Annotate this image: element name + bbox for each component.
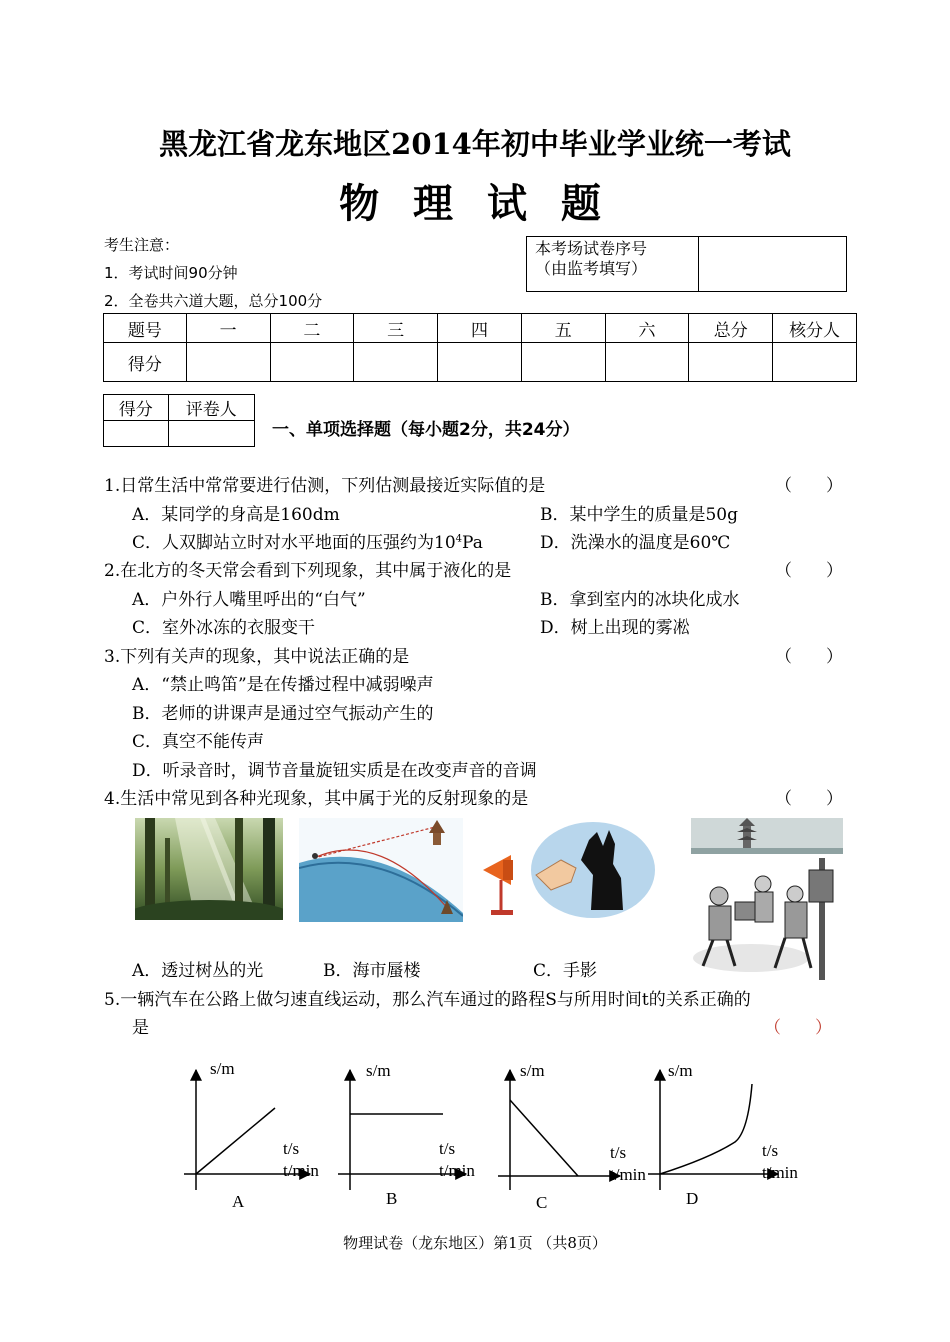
q1-option-c-unit: Pa: [462, 533, 483, 553]
q5-stem-line1: 5.一辆汽车在公路上做匀速直线运动，那么汽车通过的路程S与所用时间t的关系正确的: [104, 990, 751, 1010]
score-table: [103, 313, 857, 382]
q1-option-a: A．某同学的身高是160dm: [132, 505, 340, 525]
q1-option-c-exponent: 4: [455, 533, 463, 545]
q2-stem: 2.在北方的冬天常会看到下列现象，其中属于液化的是: [104, 561, 512, 581]
serial-label-line1: 本考场试卷序号: [535, 239, 648, 258]
q3-answer-paren[interactable]: （ ）: [775, 647, 843, 667]
tower-reflection-image: [691, 818, 843, 981]
q1-answer-paren[interactable]: （ ）: [775, 476, 843, 496]
graph-c-x-label-1: t/s: [610, 1143, 627, 1162]
score-cell[interactable]: [270, 343, 354, 382]
score-header-cell: 总分: [689, 314, 773, 343]
q3-option-a: A．“禁止鸣笛”是在传播过程中减弱噪声: [132, 675, 434, 695]
q2-option-d: D．树上出现的雾凇: [540, 618, 690, 638]
score-header-cell: 一: [186, 314, 270, 343]
mirage-image: [299, 818, 463, 922]
q3-option-c: C．真空不能传声: [132, 732, 265, 752]
score-header-cell: 题号: [104, 314, 187, 343]
grader-name-label: 评卷人: [168, 395, 254, 421]
score-header-cell: 四: [438, 314, 522, 343]
score-row-label: 得分: [104, 343, 187, 382]
q2-option-a: A．户外行人嘴里呼出的“白气”: [132, 590, 366, 610]
page-footer: 物理试卷（龙东地区）第1页 （共8页）: [343, 1234, 607, 1252]
q1-option-d: D．洗澡水的温度是60℃: [540, 533, 731, 553]
graph-a-line: [196, 1108, 275, 1174]
notice-item-1: 1．考试时间90分钟: [104, 264, 238, 282]
graph-b-x-label-1: t/s: [439, 1139, 456, 1158]
score-table-score-row: [104, 343, 857, 382]
graph-d-x-label-2: t/min: [762, 1163, 798, 1182]
grader-score-label: 得分: [104, 395, 169, 421]
q2-answer-paren[interactable]: （ ）: [775, 561, 843, 581]
q4-option-c: C．手影: [533, 961, 598, 981]
st-graphs: [170, 1050, 820, 1220]
graph-d-curve: [660, 1084, 752, 1174]
graph-d: [648, 1061, 798, 1208]
graph-b: [338, 1061, 475, 1208]
graph-b-label: B: [386, 1189, 398, 1208]
score-header-cell: 二: [270, 314, 354, 343]
grader-box: [103, 394, 255, 447]
q1-stem: 1.日常生活中常常要进行估测，下列估测最接近实际值的是: [104, 476, 546, 496]
q5-answer-paren[interactable]: （ ）: [764, 1018, 832, 1038]
exam-title: 黑龙江省龙东地区2014年初中毕业学业统一考试: [159, 127, 791, 161]
score-header-cell: 六: [605, 314, 689, 343]
hand-shadow-image: [481, 820, 659, 920]
q2-option-b: B．拿到室内的冰块化成水: [540, 590, 740, 610]
q5-stem-line2: 是: [132, 1018, 149, 1038]
notice-item-2: 2．全卷共六道大题，总分100分: [104, 292, 323, 310]
q3-option-b: B．老师的讲课声是通过空气振动产生的: [132, 704, 434, 724]
graph-a: [184, 1059, 319, 1211]
score-header-cell: 三: [354, 314, 438, 343]
q4-stem: 4.生活中常见到各种光现象，其中属于光的反射现象的是: [104, 789, 529, 809]
graph-d-x-label-1: t/s: [762, 1141, 779, 1160]
graph-c-y-label: s/m: [520, 1061, 545, 1080]
score-header-cell: 五: [521, 314, 605, 343]
serial-number-box: [526, 236, 847, 292]
score-cell[interactable]: [354, 343, 438, 382]
q1-option-c-text: C．人双脚站立时对水平地面的压强约为10: [132, 533, 456, 553]
graph-a-x-label-1: t/s: [283, 1139, 300, 1158]
q4-option-a: A．透过树丛的光: [132, 961, 264, 981]
graph-c-label: C: [536, 1193, 548, 1212]
serial-label-line2: （由监考填写）: [535, 259, 648, 278]
graph-c-x-label-2: t/min: [610, 1165, 646, 1184]
graph-b-y-label: s/m: [366, 1061, 391, 1080]
score-cell[interactable]: [773, 343, 857, 382]
graph-d-y-label: s/m: [668, 1061, 693, 1080]
q1-option-c: [132, 528, 483, 553]
graph-b-x-label-2: t/min: [439, 1161, 475, 1180]
grader-name-cell[interactable]: [168, 421, 254, 447]
graph-a-x-label-2: t/min: [283, 1161, 319, 1180]
q3-option-d: D．听录音时，调节音量旋钮实质是在改变声音的音调: [132, 761, 537, 781]
score-table-header-row: [104, 314, 857, 343]
graph-c: [498, 1061, 646, 1212]
score-cell[interactable]: [689, 343, 773, 382]
score-header-cell: 核分人: [773, 314, 857, 343]
exam-subtitle: 物 理 试 题: [339, 180, 611, 227]
grader-score-cell[interactable]: [104, 421, 169, 447]
score-cell[interactable]: [521, 343, 605, 382]
serial-label: [527, 237, 699, 292]
q3-stem: 3.下列有关声的现象，其中说法正确的是: [104, 647, 410, 667]
notice-heading: 考生注意：: [104, 236, 180, 254]
q4-option-b: B．海市蜃楼: [323, 961, 421, 981]
score-cell[interactable]: [438, 343, 522, 382]
q4-answer-paren[interactable]: （ ）: [775, 789, 843, 809]
section1-title: 一、单项选择题（每小题2分，共24分）: [272, 420, 580, 440]
score-cell[interactable]: [186, 343, 270, 382]
graph-d-label: D: [686, 1189, 699, 1208]
graph-c-line: [510, 1100, 578, 1176]
graph-a-y-label: s/m: [210, 1059, 235, 1078]
graph-a-label: A: [232, 1192, 245, 1211]
forest-light-image: [135, 818, 283, 920]
score-cell[interactable]: [605, 343, 689, 382]
q1-option-b: B．某中学生的质量是50g: [540, 505, 739, 525]
serial-input-cell[interactable]: [699, 237, 847, 292]
q2-option-c: C．室外冰冻的衣服变干: [132, 618, 316, 638]
